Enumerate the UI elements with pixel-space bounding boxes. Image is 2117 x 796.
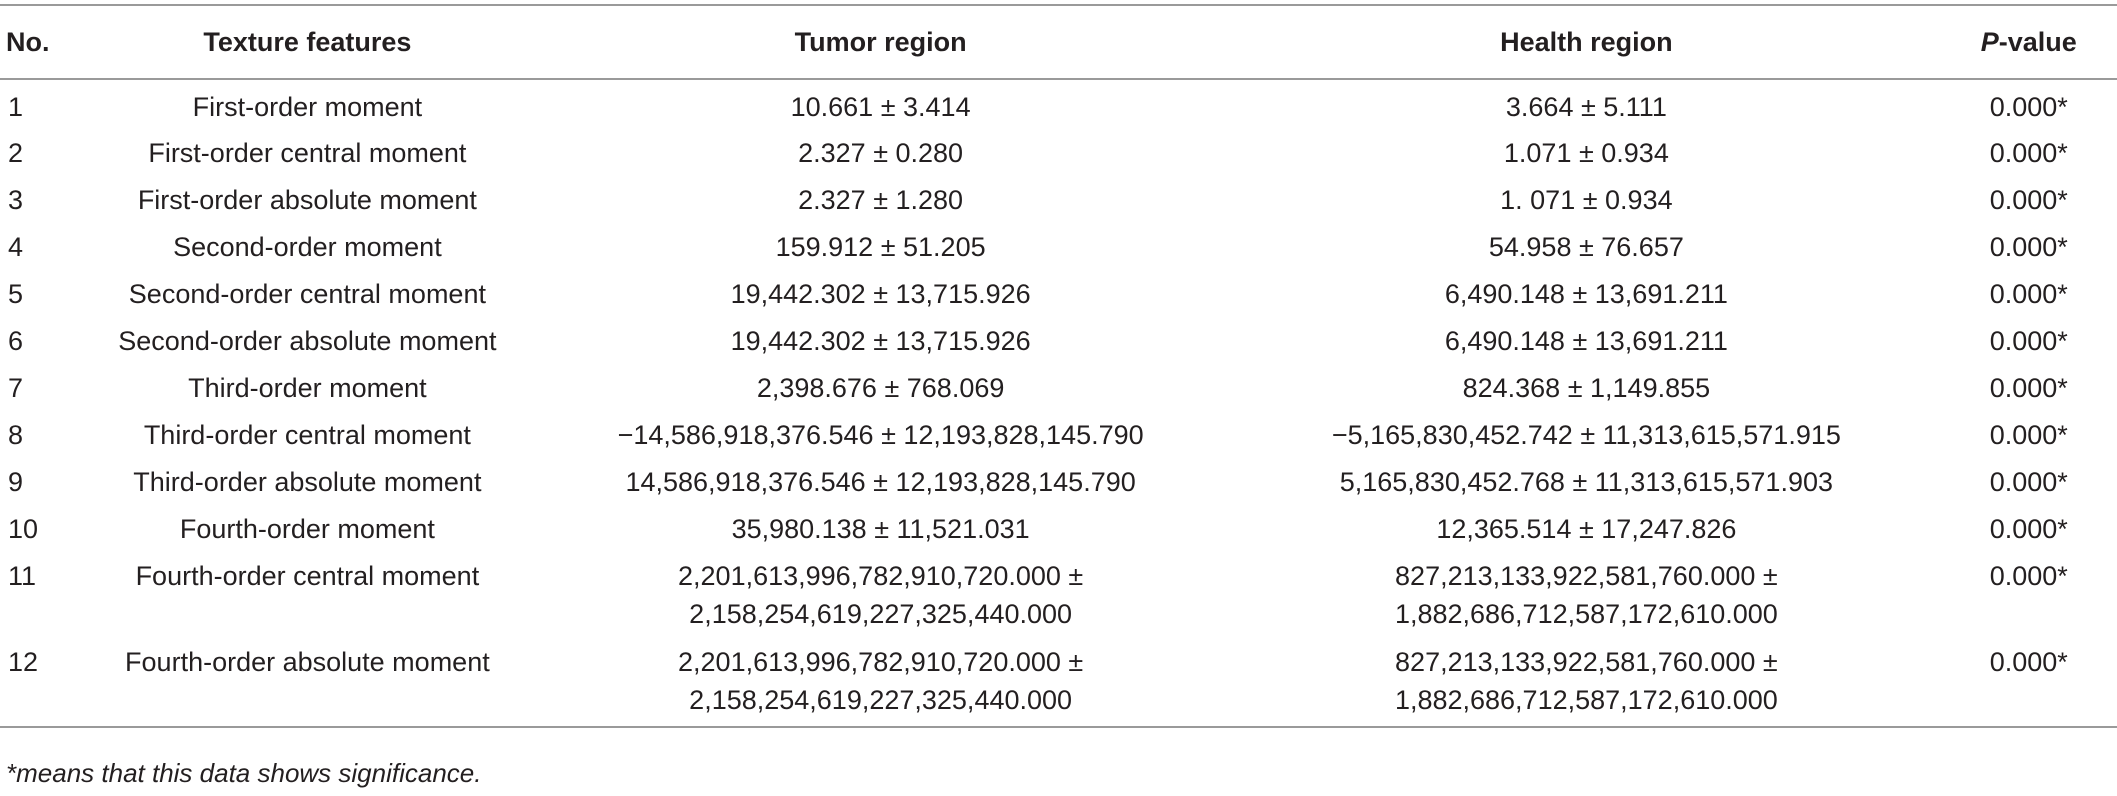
- tumor-value-line: 2,398.676 ± 768.069: [756, 373, 1005, 403]
- row-health-region: [1232, 361, 1940, 408]
- table-row: [0, 408, 2117, 455]
- health-value-line: 827,213,133,922,581,760.000 ±: [1395, 647, 1778, 677]
- row-health-region: [1232, 267, 1940, 314]
- row-number: 12: [8, 647, 39, 677]
- row-p-value: 0.000*: [1989, 561, 2068, 591]
- row-tumor-region: [529, 549, 1232, 635]
- tumor-value-line: 159.912 ± 51.205: [775, 232, 986, 262]
- row-number: 4: [8, 232, 24, 262]
- row-p-value: 0.000*: [1989, 279, 2068, 309]
- row-tumor-region: [529, 79, 1232, 126]
- tumor-value-line: 2.327 ± 1.280: [798, 185, 964, 215]
- health-value-line: 12,365.514 ± 17,247.826: [1436, 514, 1737, 544]
- row-tumor-region: [529, 635, 1232, 727]
- row-health-region: [1232, 79, 1940, 126]
- table-row: [0, 220, 2117, 267]
- row-number: 3: [8, 185, 24, 215]
- row-p-value: 0.000*: [1989, 467, 2068, 497]
- health-value-line: 5,165,830,452.768 ± 11,313,615,571.903: [1339, 467, 1833, 497]
- row-texture-feature: Third-order absolute moment: [133, 467, 482, 497]
- health-value-line: 1,882,686,712,587,172,610.000: [1394, 685, 1778, 715]
- row-health-region: [1232, 549, 1940, 635]
- table-row: [0, 126, 2117, 173]
- row-tumor-region: [529, 314, 1232, 361]
- header-health-region: Health region: [1500, 27, 1673, 57]
- tumor-value-line: 2,201,613,996,782,910,720.000 ±: [678, 561, 1084, 591]
- row-p-value: 0.000*: [1989, 373, 2068, 403]
- table-row: [0, 173, 2117, 220]
- row-tumor-region: [529, 455, 1232, 502]
- row-texture-feature: Second-order absolute moment: [118, 326, 497, 356]
- header-p-rest: -value: [1998, 27, 2077, 57]
- row-number: 10: [8, 514, 39, 544]
- tumor-value-line: 2,201,613,996,782,910,720.000 ±: [678, 647, 1084, 677]
- table-footnote: *means that this data shows significance.: [6, 758, 482, 788]
- row-texture-feature: Second-order central moment: [128, 279, 486, 309]
- health-value-line: 824.368 ± 1,149.855: [1462, 373, 1711, 403]
- row-tumor-region: [529, 126, 1232, 173]
- health-value-line: 1. 071 ± 0.934: [1500, 185, 1673, 215]
- header-p-value: [1941, 5, 2117, 79]
- health-value-line: 1,882,686,712,587,172,610.000: [1394, 599, 1778, 629]
- row-number: 1: [8, 92, 24, 122]
- tumor-value-line: −14,586,918,376.546 ± 12,193,828,145.790: [617, 420, 1144, 450]
- row-p-value: 0.000*: [1989, 92, 2068, 122]
- table-row: [0, 79, 2117, 126]
- table-row: [0, 549, 2117, 635]
- tumor-value-line: 10.661 ± 3.414: [790, 92, 971, 122]
- table-row: [0, 267, 2117, 314]
- row-texture-feature: Third-order central moment: [143, 420, 471, 450]
- tumor-value-line: 19,442.302 ± 13,715.926: [730, 279, 1031, 309]
- tumor-value-line: 2,158,254,619,227,325,440.000: [689, 599, 1073, 629]
- tumor-value-line: 19,442.302 ± 13,715.926: [730, 326, 1031, 356]
- table-row: [0, 635, 2117, 727]
- row-health-region: [1232, 314, 1940, 361]
- row-tumor-region: [529, 173, 1232, 220]
- tumor-value-line: 14,586,918,376.546 ± 12,193,828,145.790: [625, 467, 1136, 497]
- row-texture-feature: First-order absolute moment: [137, 185, 477, 215]
- health-value-line: 6,490.148 ± 13,691.211: [1444, 279, 1728, 309]
- row-tumor-region: [529, 361, 1232, 408]
- row-p-value: 0.000*: [1989, 185, 2068, 215]
- health-value-line: 1.071 ± 0.934: [1503, 138, 1669, 168]
- row-texture-feature: Second-order moment: [173, 232, 442, 262]
- row-number: 11: [8, 561, 37, 591]
- header-no: No.: [6, 27, 50, 57]
- health-value-line: 3.664 ± 5.111: [1505, 92, 1667, 122]
- row-tumor-region: [529, 408, 1232, 455]
- row-number: 2: [8, 138, 24, 168]
- row-texture-feature: Fourth-order moment: [179, 514, 435, 544]
- row-health-region: [1232, 173, 1940, 220]
- row-tumor-region: [529, 220, 1232, 267]
- row-tumor-region: [529, 502, 1232, 549]
- health-value-line: 6,490.148 ± 13,691.211: [1444, 326, 1728, 356]
- row-health-region: [1232, 455, 1940, 502]
- row-number: 8: [8, 420, 24, 450]
- header-tumor-region: Tumor region: [794, 27, 967, 57]
- tumor-value-line: 2,158,254,619,227,325,440.000: [689, 685, 1073, 715]
- row-texture-feature: First-order moment: [192, 92, 423, 122]
- row-texture-feature: Third-order moment: [188, 373, 427, 403]
- tumor-value-line: 35,980.138 ± 11,521.031: [731, 514, 1030, 544]
- row-texture-feature: Fourth-order central moment: [135, 561, 480, 591]
- table-row: [0, 455, 2117, 502]
- header-texture-features: Texture features: [203, 27, 412, 57]
- row-number: 7: [8, 373, 24, 403]
- row-health-region: [1232, 502, 1940, 549]
- row-texture-feature: First-order central moment: [148, 138, 467, 168]
- health-value-line: 54.958 ± 76.657: [1488, 232, 1684, 262]
- row-health-region: [1232, 635, 1940, 727]
- row-health-region: [1232, 126, 1940, 173]
- row-health-region: [1232, 408, 1940, 455]
- health-value-line: 827,213,133,922,581,760.000 ±: [1395, 561, 1778, 591]
- row-number: 5: [8, 279, 24, 309]
- table-row: [0, 502, 2117, 549]
- row-tumor-region: [529, 267, 1232, 314]
- row-p-value: 0.000*: [1989, 514, 2068, 544]
- row-p-value: 0.000*: [1989, 420, 2068, 450]
- row-number: 9: [8, 467, 24, 497]
- table-row: [0, 361, 2117, 408]
- row-p-value: 0.000*: [1989, 232, 2068, 262]
- table-header-row: [0, 5, 2117, 79]
- table-row: [0, 314, 2117, 361]
- row-p-value: 0.000*: [1989, 647, 2068, 677]
- row-texture-feature: Fourth-order absolute moment: [125, 647, 490, 677]
- tumor-value-line: 2.327 ± 0.280: [798, 138, 964, 168]
- row-health-region: [1232, 220, 1940, 267]
- row-p-value: 0.000*: [1989, 326, 2068, 356]
- texture-features-table: [0, 4, 2117, 728]
- row-number: 6: [8, 326, 24, 356]
- row-p-value: 0.000*: [1989, 138, 2068, 168]
- table-body: [0, 79, 2117, 727]
- header-p-italic: P: [1980, 27, 1999, 57]
- health-value-line: −5,165,830,452.742 ± 11,313,615,571.915: [1331, 420, 1841, 450]
